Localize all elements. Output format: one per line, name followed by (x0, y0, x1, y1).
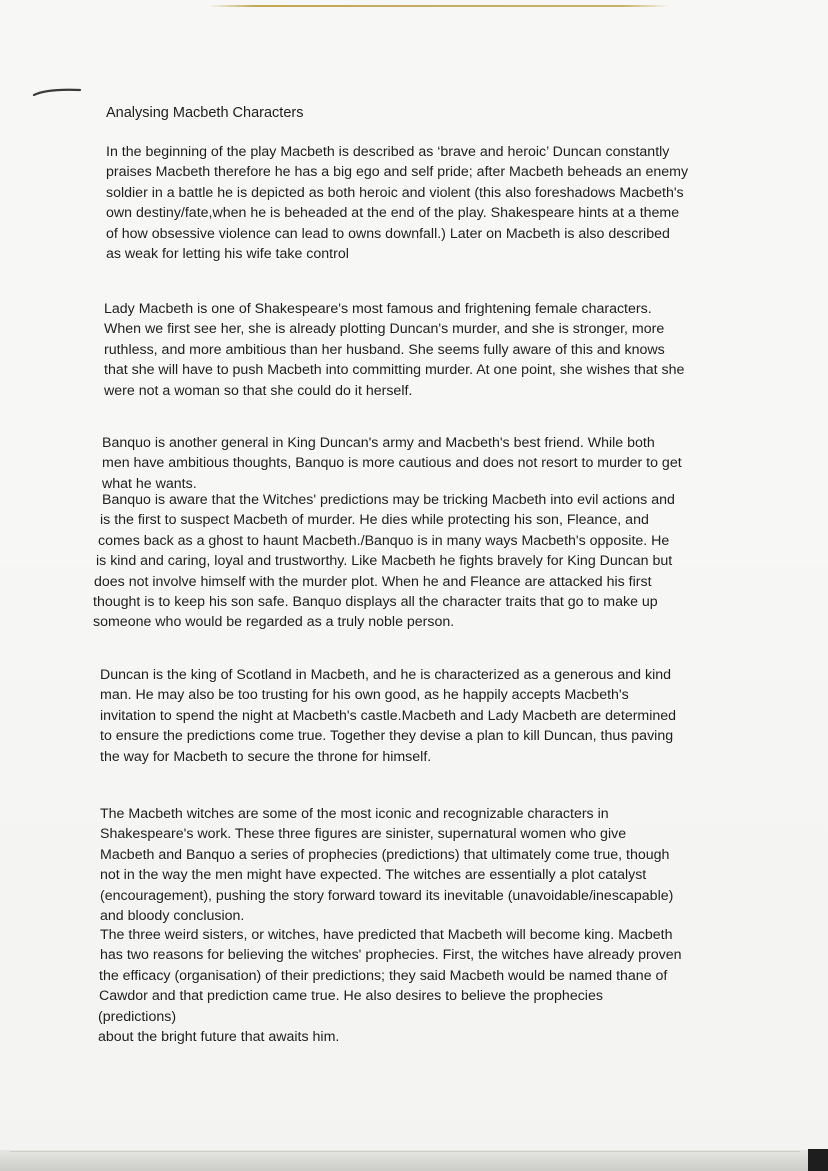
text-line: someone who would be regarded as a truly noble person. (93, 614, 455, 631)
document-title: Analysing Macbeth Characters (106, 105, 304, 121)
text-line: is kind and caring, loyal and trustworthy. Like Macbeth he fights bravely for King Duncan but (96, 553, 673, 570)
text-line: Banquo is aware that the Witches' predictions may be tricking Macbeth into evil actions and (102, 492, 675, 508)
text-line: is the first to suspect Macbeth of murder. He dies while protecting his son, Fleance, and (100, 512, 649, 529)
text-line: Duncan is the king of Scotland in Macbeth, and he is characterized as a generous and kind (100, 667, 672, 683)
text-line: what he wants. (102, 475, 197, 492)
text-line: soldier in a battle he is depicted as both heroic and violent (this also foreshadows Macbeth's (106, 184, 684, 201)
paragraph-witches (100, 804, 673, 926)
text-line: men have ambitious thoughts, Banquo is more cautious and does not resort to murder to get (102, 455, 682, 472)
text-line: has two reasons for believing the witches' prophecies. First, the witches have already proven (100, 947, 682, 964)
text-line: The three weird sisters, or witches, have predicted that Macbeth will become king. Macbeth (100, 927, 673, 943)
text-line: invitation to spend the night at Macbeth's castle.Macbeth and Lady Macbeth are determined (100, 707, 677, 724)
text-line: When we first see her, she is already plotting Duncan's murder, and she is stronger, more (104, 321, 665, 338)
text-line: the efficacy (organisation) of their predictions; they said Macbeth would be named thane of (99, 967, 668, 984)
text-line: own destiny/fate,when he is beheaded at the end of the play. Shakespeare hints at a theme (106, 205, 680, 222)
text-line: The Macbeth witches are some of the most iconic and recognizable characters in (100, 806, 609, 822)
text-line: praises Macbeth therefore he has a big ego and self pride; after Macbeth beheads an enemy (106, 164, 689, 181)
text-line: Banquo is another general in King Duncan's army and Macbeth's best friend. While both (102, 435, 655, 451)
text-line: Cawdor and that prediction came true. He also desires to believe the prophecies (99, 988, 603, 1005)
text-line: ruthless, and more ambitious than her husband. She seems fully aware of this and knows (104, 341, 665, 358)
paragraph-witches-prophecies (98, 925, 682, 1047)
text-line: were not a woman so that she could do it herself. (104, 382, 413, 399)
paragraph-lady-macbeth (104, 299, 684, 401)
paragraph-banquo-intro (102, 433, 682, 494)
text-line: the way for Macbeth to secure the throne for himself. (100, 748, 432, 765)
paragraph-duncan (100, 665, 676, 767)
text-line: not in the way the men might have expected. The witches are essentially a plot catalyst (100, 867, 647, 884)
text-line: as weak for letting his wife take control (106, 246, 349, 263)
paragraph-macbeth (106, 142, 688, 264)
text-line: Lady Macbeth is one of Shakespeare's most famous and frightening female characters. (104, 301, 652, 317)
text-line: (encouragement), pushing the story forward toward its inevitable (unavoidable/inescapable) (100, 887, 674, 904)
text-line: (predictions) (98, 1008, 177, 1025)
text-line: In the beginning of the play Macbeth is described as ‘brave and heroic’ Duncan constantly (106, 144, 670, 160)
text-line: about the bright future that awaits him. (98, 1029, 340, 1046)
text-line: Shakespeare's work. These three figures are sinister, supernatural women who give (100, 826, 627, 843)
text-line: to ensure the predictions come true. Together they devise a plan to kill Duncan, thus paving (100, 728, 674, 745)
text-line: that she will have to push Macbeth into committing murder. At one point, she wishes that she (104, 362, 685, 379)
text-line: and bloody conclusion. (100, 908, 245, 925)
text-line: thought is to keep his son safe. Banquo displays all the character traits that go to make up (93, 594, 658, 611)
text-line: comes back as a ghost to haunt Macbeth./Banquo is in many ways Macbeth's opposite. He (98, 532, 670, 549)
paragraph-banquo-detail (93, 490, 675, 633)
text-line: of how obsessive violence can lead to owns downfall.) Later on Macbeth is also described (106, 225, 670, 242)
text-line: does not involve himself with the murder plot. When he and Fleance are attacked his first (94, 573, 652, 590)
text-line: man. He may also be too trusting for his own good, as he happily accepts Macbeth's (100, 687, 629, 704)
text-line: Macbeth and Banquo a series of prophecies (predictions) that ultimately come true, though (100, 846, 670, 863)
